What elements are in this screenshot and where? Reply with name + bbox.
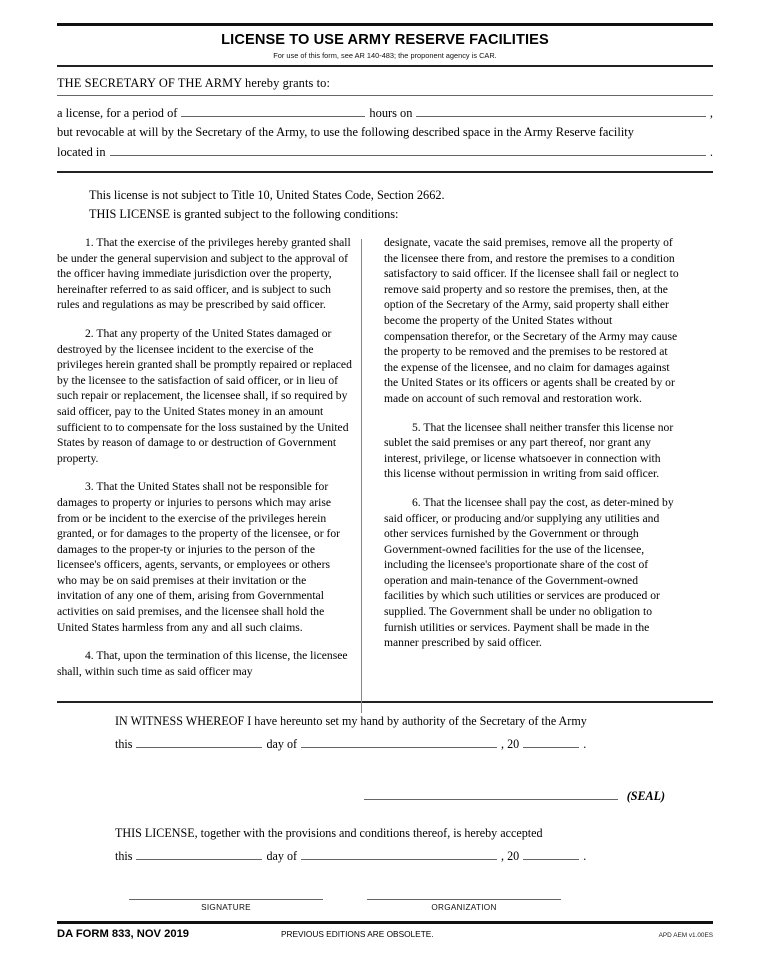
acceptance-date-row — [115, 846, 713, 866]
witness-month-input[interactable] — [301, 734, 497, 748]
acceptance-year-prefix: , 20 — [501, 849, 520, 864]
condition-4: 4. That, upon the termination of this license, the licensee shall, within such time as said officer may — [57, 649, 348, 678]
previous-editions-note: PREVIOUS EDITIONS ARE OBSOLETE. — [281, 929, 434, 940]
witness-year-input[interactable] — [523, 734, 579, 748]
acceptance-heading: THIS LICENSE, together with the provisions and conditions thereof, is hereby accepted — [115, 826, 543, 841]
signature-block — [129, 899, 323, 912]
witness-day-of-label: day of — [266, 737, 298, 752]
condition-3: 3. That the United States shall not be responsible for damages to property or injuries to persons which may arise from or be incident to the exercise of the privileges herein granted, or for damages to the property of the licensee, or for damages to the proper-ty or injuries to the person of the licensee's officers, agents, servants, or employees or others who may be on said premises at their invitation or the invitation of any one of them, arising from Governmental activities on said premises, and the licensee shall hold the United States harmless from any and all such claims. — [57, 480, 340, 634]
witness-date-row — [115, 734, 713, 754]
license-period-label: a license, for a period of — [57, 106, 178, 120]
condition-2: 2. That any property of the United States damaged or destroyed by the licensee incident to the exercise of the privileges herein granted shall be promptly repaired or replaced by the licensee to the satisfaction of said officer, or in lieu of such repair or replacement, the licensee shall, if so required by said officer, pay to the United States money in an amount sufficient to to compensate for the loss sustained by the United States by reason of damage to or destruction of Government property. — [57, 326, 352, 465]
acceptance-period: . — [583, 849, 587, 864]
header-top-rule — [57, 23, 713, 26]
hours-on-label: hours on — [369, 106, 413, 120]
acceptance-year-input[interactable] — [523, 846, 579, 860]
conditions-right-column — [366, 235, 679, 692]
conditions-left-column — [57, 235, 366, 692]
witness-period: . — [583, 737, 587, 752]
organization-caption: ORGANIZATION — [431, 903, 497, 913]
hours-on-input[interactable] — [416, 103, 705, 117]
seal-label: (SEAL) — [626, 789, 665, 804]
acceptance-day-of-label: day of — [266, 849, 298, 864]
condition-1: 1. That the exercise of the privileges hereby granted shall be under the general supervision and subject to the approval of the officer having immediate jurisdiction over the property, hereinafter referred to as said officer, and is subject to such rules and regulations as may be prescribed by said officer. — [57, 236, 351, 312]
footer — [57, 928, 713, 940]
witness-day-input[interactable] — [136, 734, 262, 748]
located-in-label: located in — [57, 145, 106, 159]
signature-blocks — [57, 899, 713, 912]
signature-caption: SIGNATURE — [201, 903, 251, 913]
license-period-input[interactable] — [181, 103, 365, 117]
witness-top-rule — [57, 701, 713, 703]
form-id: DA FORM 833, NOV 2019 — [57, 928, 190, 941]
conditions-columns — [57, 235, 713, 692]
column-divider — [361, 239, 362, 713]
seal-signature-input[interactable] — [364, 784, 618, 800]
form-page — [57, 0, 713, 953]
condition-5: 5. That the licensee shall neither transfer this license nor sublet the said premises or any part thereof, nor grant any interest, privilege, or license whatsoever in connection with this license without permission in writing from said officer. — [384, 420, 674, 481]
title-10-statement: This license is not subject to Title 10, United States Code, Section 2662. — [89, 188, 445, 202]
witness-block — [57, 712, 713, 866]
witness-year-prefix: , 20 — [501, 737, 520, 752]
organization-input[interactable] — [367, 899, 561, 900]
revocable-line: but revocable at will by the Secretary of the Army, to use the following described space in the Army Reserve facility — [57, 125, 634, 139]
header-bottom-rule — [57, 65, 713, 67]
acceptance-this-label: this — [115, 849, 133, 864]
located-in-period: . — [709, 145, 713, 159]
intro-top-rule — [57, 171, 713, 173]
witness-this-label: this — [115, 737, 133, 752]
witness-heading: IN WITNESS WHEREOF I have hereunto set my hand by authority of the Secretary of the Army — [115, 714, 587, 729]
form-title: LICENSE TO USE ARMY RESERVE FACILITIES — [221, 32, 549, 48]
signature-input[interactable] — [129, 899, 323, 900]
seal-row — [115, 784, 713, 806]
condition-4-continued: designate, vacate the said premises, remove all the property of the licensee there from, and restore the premises to a condition satisfactory to said officer. If the licensee shall fail or neglect to remove said property and so restore the premises, then, at the option of the Secretary of the Army, said property shall either become the property of the United States without compensation therefor, or the Secretary of the Army may cause the property to be removed and the premises to be restored at the expense of the licensee, and no claim for damages against the United States or its officers or agents shall be created by or made on account of such removal and restoration work. — [384, 236, 679, 405]
intro-block — [57, 186, 713, 224]
located-in-row — [57, 142, 713, 162]
form-subtitle: For use of this form, see AR 140-483; the proponent agency is CAR. — [273, 51, 497, 60]
grantee-name-blank[interactable] — [57, 95, 713, 96]
apd-version: APD AEM v1.00ES — [658, 932, 713, 940]
secretary-grants-line: THE SECRETARY OF THE ARMY hereby grants to: — [57, 76, 331, 90]
organization-block — [367, 899, 561, 912]
located-in-input[interactable] — [110, 142, 706, 156]
hours-on-comma: , — [709, 106, 713, 120]
footer-rule — [57, 921, 713, 924]
conditions-statement: THIS LICENSE is granted subject to the following conditions: — [89, 207, 399, 221]
acceptance-month-input[interactable] — [301, 846, 497, 860]
acceptance-day-input[interactable] — [136, 846, 262, 860]
license-period-row — [57, 103, 713, 123]
condition-6: 6. That the licensee shall pay the cost, as deter-mined by said officer, or producing and/or supplying any utilities and other services furnished by the Government or through Government-owned facilities for the use of the licensee, including the licensee's proportionate share of the cost of operation and main-tenance of the Government-owned facilities by which such utilities or services are produced or supplied. The Government shall be under no obligation to furnish utilities or services. Payment shall be made in the manner prescribed by said officer. — [384, 495, 674, 650]
